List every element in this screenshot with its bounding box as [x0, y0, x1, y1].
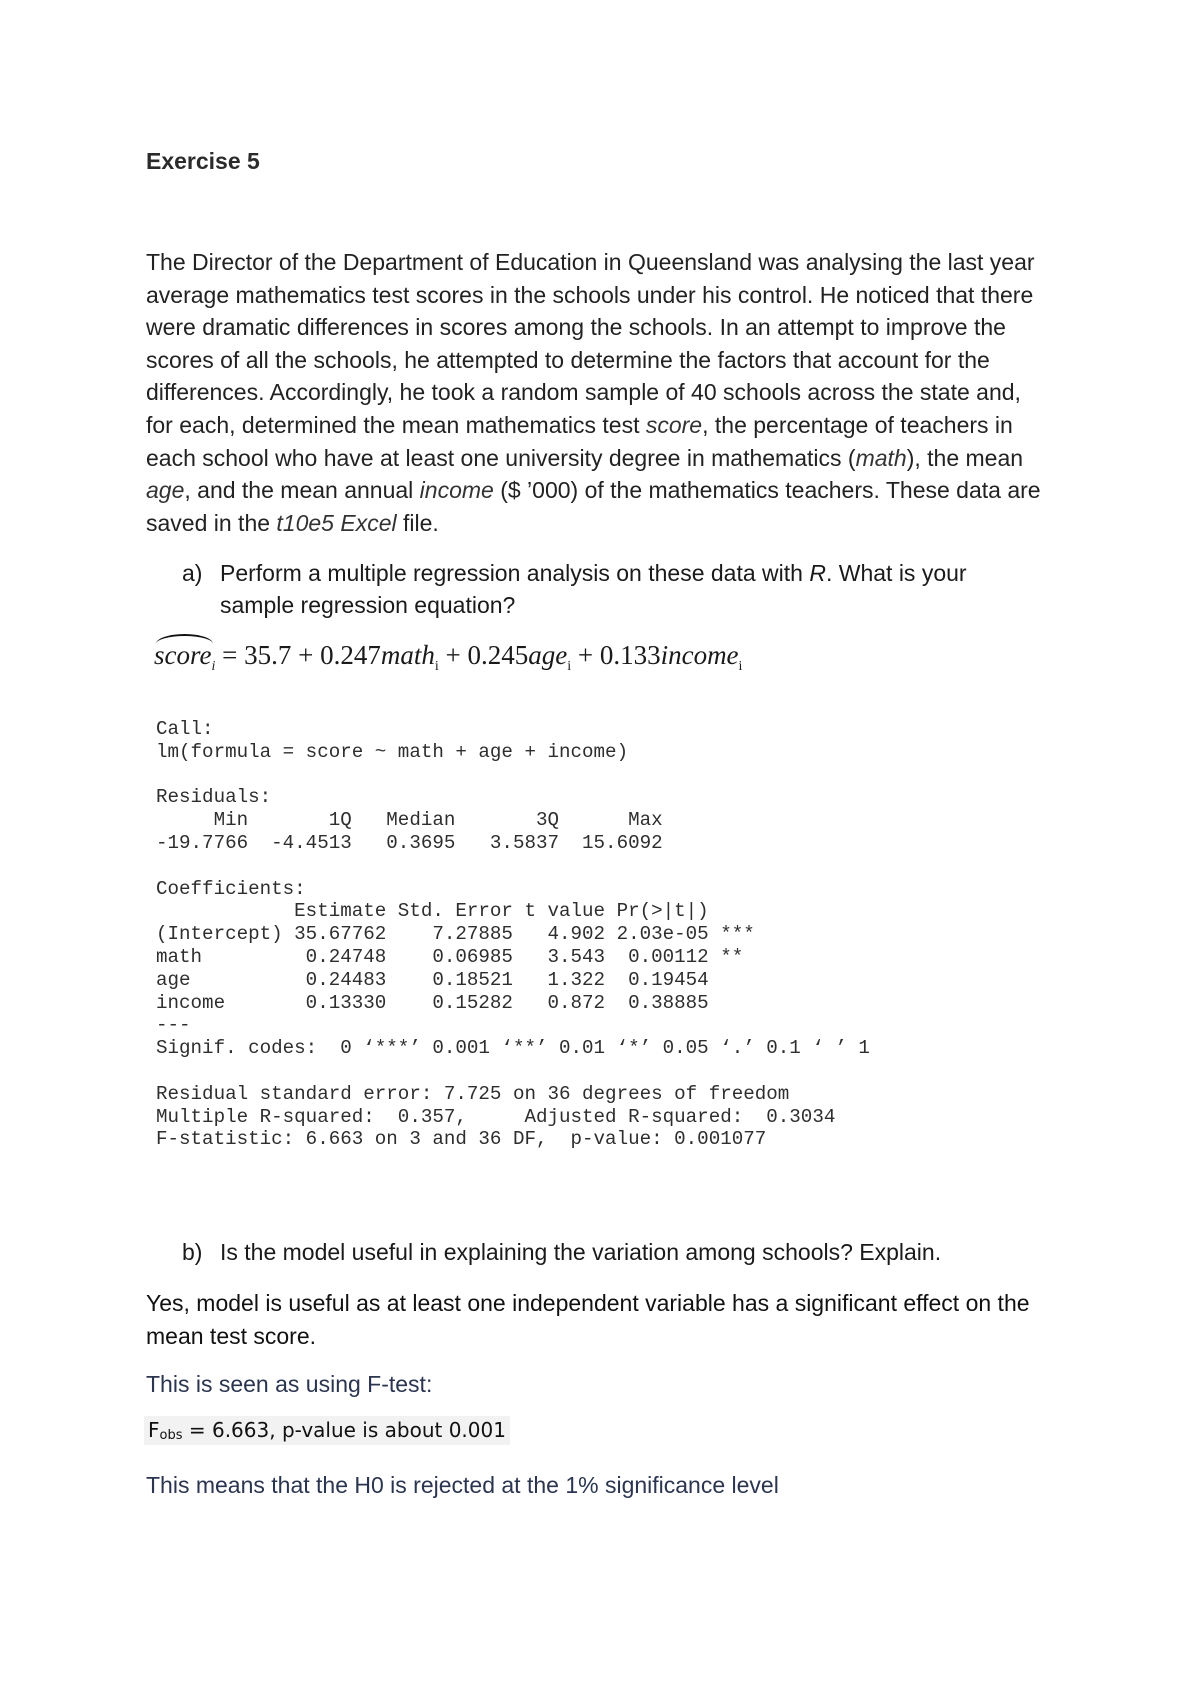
intro-paragraph: [146, 246, 1046, 539]
r-output-line: Residual standard error: 7.725 on 36 degrees of freedom: [156, 1082, 790, 1105]
equation-subscript: i: [211, 659, 216, 674]
intro-text: The Director of the Department of Education in Queensland was analysing the last year average mathematics test scores in the schools under his control. He noticed that there were dramatic differences in scores among the schools. In an attempt to improve the scores of all the schools, he attempted to determine the factors that account for the differences. Accordingly, he took a random sample of 40 schools across the state and, for each, determined the mean mathematics test: [146, 249, 1035, 438]
question-a-label: a): [182, 560, 203, 586]
term-r: R: [809, 560, 826, 586]
fobs-subscript: obs: [159, 1428, 183, 1443]
intro-text: , the percentage of teachers in each school who have at least one university degree in mathematics (: [146, 411, 1013, 471]
intro-text: , and the mean annual: [184, 477, 420, 504]
equation-subscript: i: [434, 659, 439, 674]
r-output-line: Estimate Std. Error t value Pr(>|t|): [156, 900, 709, 923]
r-output-line: math 0.24748 0.06985 3.543 0.00112 **: [156, 945, 744, 968]
r-output-line: F-statistic: 6.663 on 3 and 36 DF, p-value: 0.001077: [156, 1128, 767, 1151]
term-age: age: [146, 477, 185, 504]
term-math: math: [855, 444, 907, 471]
equation-term: = 35.7 + 0.247: [215, 640, 381, 670]
equation-var-income: income: [660, 640, 739, 670]
r-output-line: age 0.24483 0.18521 1.322 0.19454: [156, 968, 709, 991]
r-output-line: (Intercept) 35.67762 7.27885 4.902 2.03e-05 ***: [156, 923, 755, 946]
exercise-title: Exercise 5: [146, 148, 260, 174]
question-a-text-part: Perform a multiple regression analysis on these data with: [220, 560, 810, 586]
answer-line-3: This means that the H0 is rejected at the 1% significance level: [146, 1472, 779, 1498]
fobs-symbol: F: [148, 1418, 160, 1442]
r-output-line: [156, 764, 870, 787]
intro-text: ($ ’000) of the mathematics teachers. These data are saved in the: [146, 477, 1041, 536]
answer-line-1: Yes, model is useful as at least one independent variable has a significant effect on the mean test score.: [146, 1290, 1030, 1349]
question-a-text-part: . What is your sample regression equation?: [220, 560, 967, 618]
question-b-label: b): [182, 1239, 203, 1265]
r-output-line: -19.7766 -4.4513 0.3695 3.5837 15.6092: [156, 831, 663, 854]
r-output-line: Residuals:: [156, 786, 272, 809]
r-output-line: Min 1Q Median 3Q Max: [156, 809, 663, 832]
r-output-line: lm(formula = score ~ math + age + income): [156, 740, 629, 763]
r-output-line: Signif. codes: 0 ‘***’ 0.001 ‘**’ 0.01 ‘*’ 0.05 ‘.’ 0.1 ‘ ’ 1: [156, 1037, 870, 1060]
equation-var-math: math: [380, 640, 435, 670]
equation-lhs: [154, 640, 215, 675]
answer-line-2: This is seen as using F-test:: [146, 1371, 433, 1397]
term-income: income: [419, 477, 494, 504]
question-b-text: Is the model useful in explaining the variation among schools? Explain.: [220, 1239, 942, 1265]
intro-text: ), the mean: [906, 444, 1024, 471]
f-statistic-line: [144, 1416, 510, 1445]
equation-subscript: i: [567, 659, 572, 674]
r-output-line: ---: [156, 1014, 191, 1037]
r-output-line: [156, 855, 870, 878]
r-console-output: [156, 718, 870, 1151]
regression-equation: [154, 640, 742, 675]
equation-lhs-text: score: [154, 640, 212, 670]
r-output-line: Multiple R-squared: 0.357, Adjusted R-squared: 0.3034: [156, 1105, 836, 1128]
r-output-line: income 0.13330 0.15282 0.872 0.38885: [156, 991, 709, 1014]
r-output-line: Call:: [156, 718, 214, 740]
equation-term: + 0.133: [571, 640, 661, 670]
term-score: score: [645, 411, 703, 438]
equation-var-age: age: [528, 640, 568, 670]
term-file: t10e5 Excel: [276, 509, 397, 536]
question-a: [182, 557, 1022, 621]
fobs-value: = 6.663, p-value is about 0.001: [182, 1418, 506, 1442]
question-a-text: [182, 557, 1022, 621]
r-output-line: Coefficients:: [156, 877, 306, 900]
r-output-line: [156, 1060, 870, 1083]
equation-subscript: i: [738, 659, 743, 674]
question-b: [182, 1236, 941, 1268]
equation-term: + 0.245: [438, 640, 529, 670]
intro-text: file.: [396, 509, 439, 536]
